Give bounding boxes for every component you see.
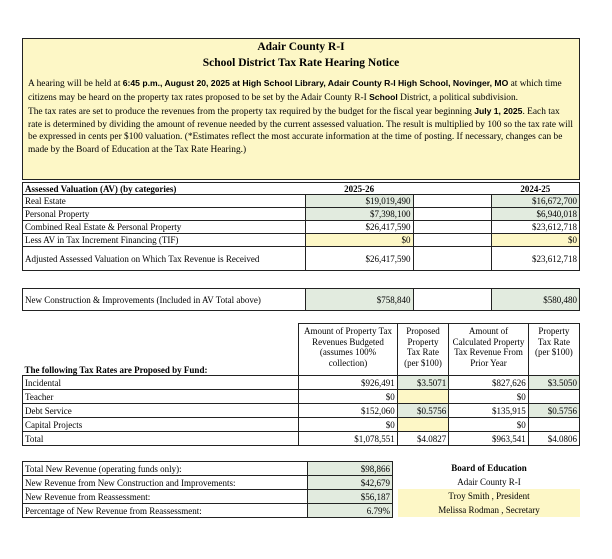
new-revenue-summary [22, 461, 393, 518]
valuation-heading: Assessed Valuation (AV) (by categories) [23, 183, 306, 195]
row-label: Less AV in Tax Increment Financing (TIF) [23, 234, 306, 247]
fund-label: Incidental [23, 376, 299, 390]
value-prior: $6,940,018 [492, 208, 580, 221]
page-title: School District Tax Rate Hearing Notice [202, 57, 400, 69]
prior-revenue: $135,915 [449, 404, 529, 418]
col-budgeted-revenue: Amount of Property Tax Revenues Budgeted (assumes 100% collection) [299, 324, 398, 376]
board-district: Adair County R-I [457, 477, 521, 487]
fund-label-total: Total [23, 432, 299, 446]
new-construction-current: $758,840 [305, 289, 413, 311]
summary-label: New Revenue from Reassessment: [23, 490, 308, 504]
prior-rate [528, 418, 579, 432]
prior-revenue: $0 [449, 390, 529, 404]
board-of-education [398, 461, 580, 517]
prior-revenue: $0 [449, 418, 529, 432]
summary-value: $56,187 [308, 490, 393, 504]
proposed-rates-table [22, 323, 580, 446]
summary-value: 6.79% [308, 504, 393, 518]
summary-value: $98,866 [308, 462, 393, 476]
budgeted-revenue: $926,491 [299, 376, 398, 390]
value-current: $26,417,590 [305, 221, 413, 234]
fund-label: Capital Projects [23, 418, 299, 432]
value-current: $7,398,100 [305, 208, 413, 221]
row-label: Combined Real Estate & Personal Property [23, 221, 306, 234]
proposed-rate-total: $4.0827 [397, 432, 448, 446]
district-name: Adair County R-I [257, 41, 345, 53]
summary-label: New Revenue from New Construction and Improvements: [23, 476, 308, 490]
adjusted-av-prior: $23,612,718 [492, 247, 580, 271]
prior-rate: $0.5756 [528, 404, 579, 418]
budgeted-revenue: $0 [299, 418, 398, 432]
proposed-rate [397, 390, 448, 404]
fund-label: Teacher [23, 390, 299, 404]
prior-revenue-total: $963,541 [449, 432, 529, 446]
board-president: Troy Smith , President [398, 489, 580, 503]
proposed-rate: $3.5071 [397, 376, 448, 390]
summary-value: $42,679 [308, 476, 393, 490]
hearing-paragraph: A hearing will be held at 6:45 p.m., August 20, 2025 at High School Library, Adair County R-I High School, Novinger, MO at which time citizens may be heard on the property tax rates proposed to be set by the Adair County R-I School District, a political subdivision. [28, 78, 562, 103]
value-prior: $0 [492, 234, 580, 247]
board-secretary: Melissa Rodman , Secretary [398, 503, 580, 517]
adjusted-av-current: $26,417,590 [305, 247, 413, 271]
col-2025-26: 2025-26 [305, 183, 413, 195]
col-2024-25: 2024-25 [492, 183, 580, 195]
summary-label: Percentage of New Revenue from Reassessment: [23, 504, 308, 518]
row-label: Real Estate [23, 195, 306, 208]
rates-heading: The following Tax Rates are Proposed by Fund: [24, 365, 208, 375]
notice-title-block [22, 38, 580, 72]
col-prior-rate: Property Tax Rate (per $100) [528, 324, 579, 376]
rates-paragraph: The tax rates are set to produce the revenues from the property tax required by the budget for the fiscal year beginning July 1, 2025. Each tax rate is determined by dividing the amount of revenue needed by the current assessed valuation. The result is multiplied by 100 so the tax rate will be expressed in cents per $100 valuation. (*Estimates reflect the most accurate information at the time of posting. If necessary, changes can be made by the Board of Education at the Tax Rate Hearing.) [28, 106, 573, 155]
adjusted-av-label: Adjusted Assessed Valuation on Which Tax Revenue is Received [23, 247, 306, 271]
prior-revenue: $827,626 [449, 376, 529, 390]
budgeted-revenue: $152,060 [299, 404, 398, 418]
budgeted-revenue-total: $1,078,551 [299, 432, 398, 446]
budgeted-revenue: $0 [299, 390, 398, 404]
fund-label: Debt Service [23, 404, 299, 418]
summary-label: Total New Revenue (operating funds only): [23, 462, 308, 476]
new-construction-label: New Construction & Improvements (Included in AV Total above) [23, 289, 306, 311]
value-current: $0 [305, 234, 413, 247]
row-label: Personal Property [23, 208, 306, 221]
assessed-valuation-table [22, 182, 580, 271]
prior-rate [528, 390, 579, 404]
value-current: $19,019,490 [305, 195, 413, 208]
new-construction-prior: $580,480 [492, 289, 580, 311]
board-heading: Board of Education [451, 463, 527, 473]
new-construction-table [22, 288, 580, 311]
proposed-rate: $0.5756 [397, 404, 448, 418]
value-prior: $16,672,700 [492, 195, 580, 208]
col-prior-revenue: Amount of Calculated Property Tax Revenue From Prior Year [449, 324, 529, 376]
col-proposed-rate: Proposed Property Tax Rate (per $100) [397, 324, 448, 376]
prior-rate: $3.5050 [528, 376, 579, 390]
prior-rate-total: $4.0806 [528, 432, 579, 446]
proposed-rate [397, 418, 448, 432]
value-prior: $23,612,718 [492, 221, 580, 234]
hearing-notice-text [22, 72, 580, 180]
